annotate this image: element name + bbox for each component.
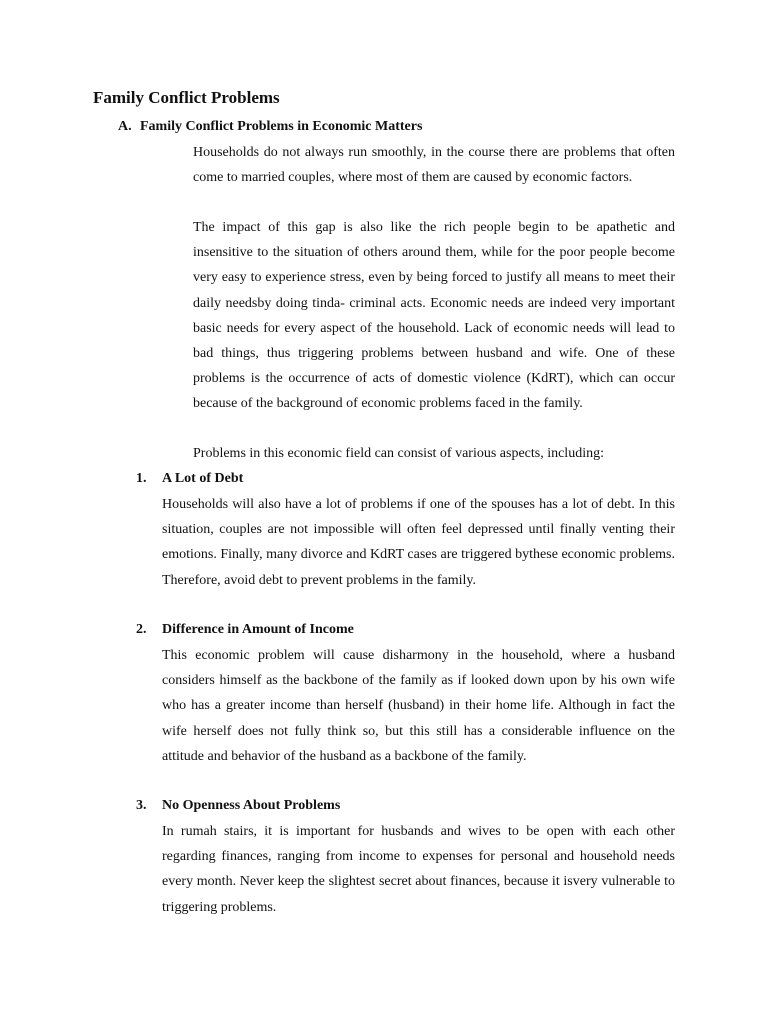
list-item-body: Households will also have a lot of problems if one of the spouses has a lot of debt. In this situation, couples are not impossible will often feel depressed until finally venting their emotions. Finally, many divorce and KdRT cases are triggered bythese economic problems. Therefore, avoid debt to prevent problems in the family. [162, 497, 675, 588]
list-item-heading [136, 468, 243, 490]
impact-paragraph: The impact of this gap is also like the rich people begin to be apathetic and insensitive to the situation of others around them, while for the poor people become very easy to experience stress, even by being forced to justify all means to meet their daily needsby doing tinda- criminal acts. Economic needs are indeed very important basic needs for every aspect of the household. Lack of economic needs will lead to bad things, thus triggering problems between husband and wife. One of these problems is the occurrence of acts of domestic violence (KdRT), which can occur because of the background of economic problems faced in the family. [193, 220, 675, 412]
aspects-paragraph: Problems in this economic field can consist of various aspects, including: [193, 446, 604, 461]
list-item-heading [136, 619, 354, 641]
document-title: Family Conflict Problems [93, 88, 280, 107]
section-heading [118, 116, 422, 138]
list-item-title: No Openness About Problems [162, 798, 341, 813]
list-item-heading [136, 795, 340, 817]
list-item-number: 3. [136, 798, 147, 813]
list-item-body: This economic problem will cause disharmony in the household, where a husband considers himself as the backbone of the family as if looked down upon by his own wife who has a greater income than herself (husband) in their home life. Although in fact the wife herself does not fully think so, but this still has a considerable influence on the attitude and behavior of the husband as a backbone of the family. [162, 648, 675, 764]
list-item-number: 1. [136, 471, 147, 486]
section-letter: A. [118, 119, 132, 134]
intro-paragraph: Households do not always run smoothly, in the course there are problems that often come to married couples, where most of them are caused by economic factors. [193, 145, 675, 186]
list-item-title: Difference in Amount of Income [162, 622, 354, 637]
list-item-title: A Lot of Debt [162, 471, 244, 486]
list-item-body: In rumah stairs, it is important for husbands and wives to be open with each other regarding finances, ranging from income to expenses for personal and household needs every month. Never keep the slightest secret about finances, because it isvery vulnerable to triggering problems. [162, 824, 675, 915]
list-item-number: 2. [136, 622, 147, 637]
section-heading-text: Family Conflict Problems in Economic Matters [140, 119, 423, 134]
